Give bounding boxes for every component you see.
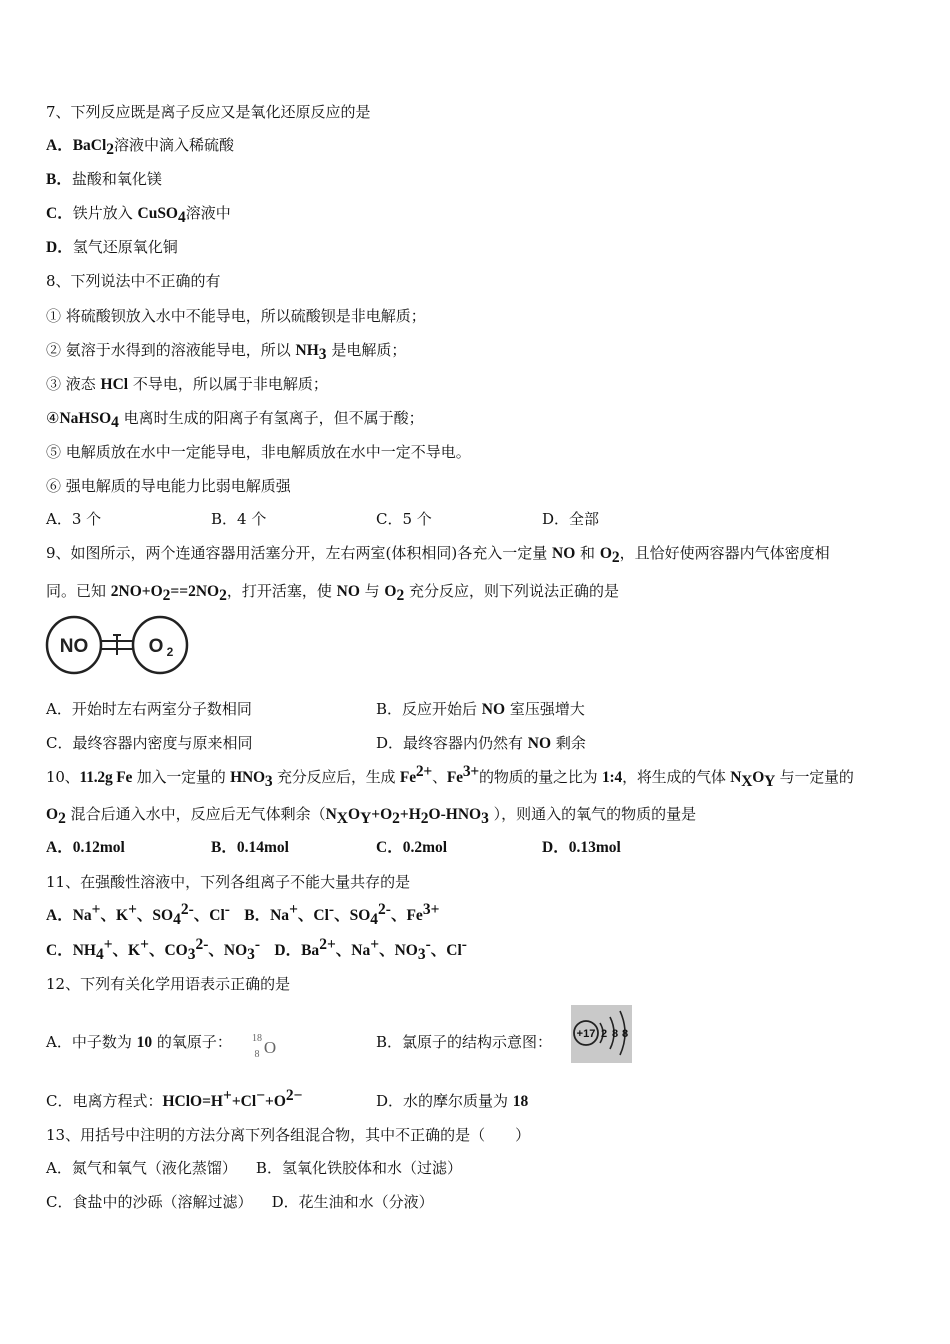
q11-option-d: D．$Ba^{2+}$、Na+、$NO_3^-$、Cl- bbox=[274, 936, 467, 963]
nucleus-charge: +17 bbox=[576, 1028, 596, 1040]
q8-options bbox=[46, 508, 906, 530]
q12-option-d: D．水的摩尔质量为 18 bbox=[376, 1092, 529, 1110]
shell-2-electrons: 8 bbox=[611, 1028, 619, 1040]
q7-option-a: A．BaCl$_2$溶液中滴入稀硫酸 bbox=[46, 136, 235, 158]
q9-options-row2 bbox=[46, 732, 906, 754]
q9-stem-line2: 同。已知 $2NO+O_2==2NO_2$，打开活塞，使 NO 与 $O_2$ 充分反应，则下列说法正确的是 bbox=[46, 582, 620, 604]
q11-options-row1 bbox=[46, 901, 440, 928]
q10-stem-line1: 10、11.2g Fe 加入一定量的 $HNO_3$ 充分反应后，生成 $Fe^{2+}$、$Fe^{3+}$的物质的量之比为 1:4，将生成的气体 $N_XO_Y$ 与一定量的 bbox=[46, 763, 854, 790]
q13-option-a: A．氮气和氧气（液化蒸馏） bbox=[46, 1159, 237, 1177]
q7-option-d: D．氢气还原氧化铜 bbox=[46, 238, 178, 256]
q13-options-row1 bbox=[46, 1157, 462, 1179]
q11-option-c: C．$NH_4^+$、K+、$CO_3^{2-}$、$NO_3^-$ bbox=[46, 936, 261, 963]
q8-option-c: C．5 个 bbox=[376, 510, 432, 528]
q10-option-b: B．0.14mol bbox=[211, 839, 289, 856]
right-chamber-label-sub: 2 bbox=[166, 645, 174, 659]
q11-option-b: B．Na+、Cl-、$SO_4^{2-}$、$Fe^{3+}$ bbox=[244, 901, 440, 928]
q13-option-b: B．氢氧化铁胶体和水（过滤） bbox=[255, 1159, 462, 1177]
q13-option-c: C．食盐中的沙砾（溶解过滤） bbox=[46, 1193, 253, 1211]
q8-statement-4: ④NaHSO$_4$ 电离时生成的阳离子有氢离子，但不属于酸； bbox=[46, 409, 424, 431]
q9-option-c: C．最终容器内密度与原来相同 bbox=[46, 734, 253, 752]
isotope-atomic-number: 8 bbox=[254, 1049, 260, 1060]
q7-option-b: B．盐酸和氧化镁 bbox=[46, 170, 162, 188]
q10-stem-line2: $O_2$ 混合后通入水中，反应后无气体剩余（$N_XO_Y+O_2+H_2O-HNO_3$ ），则通入的氧气的物质的量是 bbox=[46, 805, 697, 827]
q12-options-row2 bbox=[46, 1087, 906, 1112]
q8-option-b: B．4 个 bbox=[211, 510, 267, 528]
q13-stem: 13、用括号中注明的方法分离下列各组混合物，其中不正确的是（ ） bbox=[46, 1126, 531, 1144]
right-chamber-label: O bbox=[148, 636, 164, 657]
q12-stem: 12、下列有关化学用语表示正确的是 bbox=[46, 975, 291, 993]
isotope-mass-number: 18 bbox=[252, 1033, 262, 1044]
shell-3-electrons: 8 bbox=[621, 1028, 629, 1040]
isotope-element-symbol: O bbox=[263, 1038, 277, 1057]
left-chamber-label: NO bbox=[59, 636, 89, 657]
q8-statement-3: ③ 液态 HCl 不导电，所以属于非电解质； bbox=[46, 375, 328, 393]
q8-option-d: D．全部 bbox=[542, 510, 600, 528]
connected-containers-figure bbox=[44, 614, 190, 678]
q13-options-row2 bbox=[46, 1191, 434, 1213]
q8-option-a: A．3 个 bbox=[46, 510, 102, 528]
q9-option-b: B．反应开始后 NO 室压强增大 bbox=[376, 700, 585, 718]
oxygen-isotope-symbol bbox=[248, 1030, 282, 1062]
q9-option-d: D．最终容器内仍然有 NO 剩余 bbox=[376, 734, 586, 752]
q8-statement-5: ⑤ 电解质放在水中一定能导电，非电解质放在水中一定不导电。 bbox=[46, 443, 471, 461]
q12-option-c: C．电离方程式：$HClO=H^++Cl^-+O^{2-}$ bbox=[46, 1087, 303, 1110]
q8-statement-2: ② 氨溶于水得到的溶液能导电，所以 $NH_3$ 是电解质； bbox=[46, 341, 407, 363]
q11-option-a: A．Na+、K+、$SO_4^{2-}$、Cl- bbox=[46, 901, 230, 928]
q9-options-row1 bbox=[46, 698, 906, 720]
chlorine-atom-diagram bbox=[571, 1005, 632, 1063]
shell-1-electrons: 2 bbox=[600, 1028, 608, 1040]
q10-option-c: C．0.2mol bbox=[376, 839, 448, 856]
q12-options-row1 bbox=[46, 1031, 906, 1053]
q9-stem-line1: 9、如图所示，两个连通容器用活塞分开，左右两室(体积相同)各充入一定量 NO 和 $O_2$，且恰好使两容器内气体密度相 bbox=[46, 544, 830, 566]
q8-statement-6: ⑥ 强电解质的导电能力比弱电解质强 bbox=[46, 477, 291, 495]
q11-stem: 11、在强酸性溶液中，下列各组离子不能大量共存的是 bbox=[46, 873, 411, 891]
q9-option-a: A．开始时左右两室分子数相同 bbox=[46, 700, 252, 718]
q11-options-row2 bbox=[46, 936, 467, 963]
q8-statement-1: ① 将硫酸钡放入水中不能导电，所以硫酸钡是非电解质； bbox=[46, 307, 426, 325]
q10-option-d: D．0.13mol bbox=[542, 839, 621, 856]
q7-stem: 7、下列反应既是离子反应又是氧化还原反应的是 bbox=[46, 103, 371, 121]
q7-option-c: C．铁片放入 CuSO$_4$溶液中 bbox=[46, 204, 231, 226]
q12-option-b: B．氯原子的结构示意图： bbox=[376, 1033, 553, 1051]
q12-option-a: A．中子数为 10 的氧原子： bbox=[46, 1033, 232, 1051]
q10-options bbox=[46, 837, 906, 859]
q13-option-d: D．花生油和水（分液） bbox=[271, 1193, 434, 1211]
q10-option-a: A．0.12mol bbox=[46, 839, 125, 856]
q8-stem: 8、下列说法中不正确的有 bbox=[46, 272, 221, 290]
